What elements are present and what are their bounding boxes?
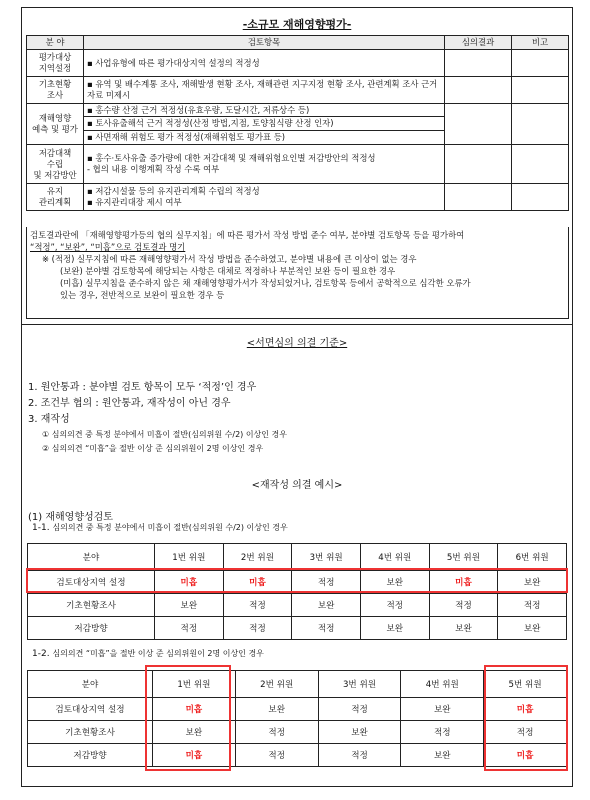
review-table-header: [27, 36, 569, 50]
legend-insufficient-cont: 있는 경우, 전반적으로 보완이 필요한 경우 등: [60, 290, 225, 300]
example-section-title: (1) 재해영향성검토: [28, 512, 113, 523]
result-cell: [445, 77, 512, 104]
section-divider: [22, 324, 572, 325]
notes-line: 검토결과란에 「재해영향평가등의 협의 실무지침」에 따른 평가서 작성 방법 준수 여부, 분야별 검토항목 등을 평가하여: [30, 230, 465, 240]
result-cell: 보완: [292, 594, 361, 617]
criteria-item: 1. 원안통과 : 분야별 검토 항목이 모두 ‘적정’인 경우: [28, 382, 257, 393]
table-row: [28, 594, 567, 617]
criteria-item: 2. 조건부 협의 : 원안통과, 재작성이 아닌 경우: [28, 398, 231, 409]
caption-number: 1-2.: [32, 649, 50, 659]
table-row: [27, 50, 569, 77]
header-cell: 3번 위원: [292, 544, 361, 571]
result-cell: 적정: [292, 617, 361, 640]
result-cell: 미흡: [484, 744, 567, 767]
result-cell: 보완: [153, 721, 236, 744]
document-title: -소규모 재해영향평가-: [242, 18, 352, 31]
legend-supplement: (보완) 분야별 검토항목에 해당되는 사항은 대체로 적정하나 부분적인 보완 등이 필요한 경우: [60, 266, 396, 276]
caption-text: 심의의견 “미흡”을 절반 이상 준 심의위원이 2명 이상인 경우: [52, 649, 264, 658]
row-items: [84, 104, 445, 145]
document-frame: [21, 7, 573, 787]
header-cell: 분야: [28, 671, 153, 698]
result-cell: 보완: [401, 698, 484, 721]
example1-caption: [32, 522, 288, 533]
criteria-subitem: ② 심의의견 “미흡”을 절반 이상 준 심의위원이 2명 이상인 경우: [42, 444, 264, 453]
result-cell: 적정: [235, 744, 318, 767]
remarks-cell: [512, 50, 569, 77]
example-title: <재작성 의결 예시>: [251, 480, 343, 491]
result-cell: 적정: [498, 594, 567, 617]
row-items: [84, 184, 445, 211]
row-category: 재해영향 예측 및 평가: [27, 104, 84, 145]
header-result: 심의결과: [445, 36, 512, 50]
table-row: [28, 721, 567, 744]
caption-text: 심의의견 중 특정 분야에서 미흡이 절반(심의위원 수/2) 이상인 경우: [52, 523, 288, 532]
result-cell: 적정: [223, 617, 292, 640]
result-cell: 적정: [484, 721, 567, 744]
result-cell: 적정: [235, 721, 318, 744]
row-item: ▪ 홍수·토사유출 증가량에 대한 저감대책 및 재해위험요인별 저감방안의 적정성: [87, 153, 376, 163]
row-item: ▪ 토사유출해석 근거 적정성(산정 방법,지점, 토양침식량 산정 인자): [84, 116, 444, 130]
review-table: [26, 35, 569, 211]
header-cell: 분야: [28, 544, 155, 571]
result-cell: 보완: [401, 744, 484, 767]
result-cell: 보완: [498, 617, 567, 640]
result-cell: 적정: [155, 617, 224, 640]
result-cell: 적정: [318, 698, 401, 721]
result-cell: 보완: [318, 721, 401, 744]
row-item: ▪ 홍수량 산정 근거 적정성(유효우량, 도달시간, 저류상수 등): [87, 104, 310, 115]
criteria-title: <서면심의 의결 기준>: [246, 338, 348, 349]
legend-insufficient: (미흡) 실무지침을 준수하지 않은 채 재해영향평가서가 작성되었거나, 검토항목 등에서 공학적으로 심각한 오류가: [60, 278, 471, 288]
row-item: ▪ 사면재해 위험도 평가 적정성(재해위험도 평가표 등): [84, 130, 444, 144]
table-row: [28, 571, 567, 594]
header-cell: 6번 위원: [498, 544, 567, 571]
result-cell: 적정: [318, 744, 401, 767]
row-item: ▪ 저감시설물 등의 유지관리계획 수립의 적정성: [87, 186, 260, 196]
result-cell: 보완: [360, 571, 429, 594]
row-item: ▪ 유역 및 배수계통 조사, 재해발생 현황 조사, 재해관련 지구지정 현황 조사, 관련계획 조사 근거 자료 미제시: [84, 77, 445, 104]
legend-appropriate: ※ (적정) 실무지침에 따른 재해영향평가서 작성 방법을 준수하였고, 분야별 내용에 큰 이상이 없는 경우: [42, 254, 417, 264]
row-field: 검토대상지역 설정: [28, 698, 153, 721]
row-field: 기초현황조사: [28, 721, 153, 744]
notes-line-underlined: “적정”, “보완”, “미흡”으로 검토결과 명기: [30, 242, 186, 252]
result-cell: 미흡: [153, 744, 236, 767]
remarks-cell: [512, 104, 569, 145]
row-field: 저감방향: [28, 744, 153, 767]
header-cell: 4번 위원: [401, 671, 484, 698]
example1-table: [27, 543, 567, 640]
result-cell: 보완: [235, 698, 318, 721]
row-item: ▪ 유지관리대장 제시 여부: [87, 197, 182, 207]
header-remarks: 비고: [512, 36, 569, 50]
header-cell: 5번 위원: [484, 671, 567, 698]
result-cell: 보완: [498, 571, 567, 594]
result-cell: 보완: [360, 617, 429, 640]
remarks-cell: [512, 77, 569, 104]
review-notes: [26, 227, 569, 319]
table-row: [27, 145, 569, 184]
header-cell: 5번 위원: [429, 544, 498, 571]
result-cell: 적정: [223, 594, 292, 617]
table-row: [27, 184, 569, 211]
remarks-cell: [512, 184, 569, 211]
row-category: 유지 관리계획: [27, 184, 84, 211]
header-cell: 3번 위원: [318, 671, 401, 698]
header-review-items: 검토항목: [84, 36, 445, 50]
table-row: [27, 77, 569, 104]
table-header-row: [28, 544, 567, 571]
result-cell: [445, 104, 512, 145]
row-category: 저감대책 수립 및 저감방안: [27, 145, 84, 184]
example2-table: [27, 670, 567, 767]
result-cell: 미흡: [429, 571, 498, 594]
result-cell: 미흡: [155, 571, 224, 594]
result-cell: [445, 145, 512, 184]
criteria-list: [28, 380, 287, 456]
header-field: 분 야: [27, 36, 84, 50]
result-cell: 미흡: [223, 571, 292, 594]
header-cell: 4번 위원: [360, 544, 429, 571]
row-category: 기초현황 조사: [27, 77, 84, 104]
caption-number: 1-1.: [32, 523, 50, 533]
table-row: [28, 698, 567, 721]
result-cell: 보완: [155, 594, 224, 617]
table-row: [27, 104, 569, 145]
example2-caption: [32, 648, 264, 659]
row-items: [84, 145, 445, 184]
table-row: [28, 617, 567, 640]
row-item: ▪ 사업유형에 따른 평가대상지역 설정의 적정성: [84, 50, 445, 77]
row-field: 기초현황조사: [28, 594, 155, 617]
result-cell: [445, 50, 512, 77]
table-row: [28, 744, 567, 767]
header-cell: 1번 위원: [153, 671, 236, 698]
result-cell: 적정: [292, 571, 361, 594]
remarks-cell: [512, 145, 569, 184]
result-cell: [445, 184, 512, 211]
header-cell: 2번 위원: [235, 671, 318, 698]
row-category: 평가대상 지역설정: [27, 50, 84, 77]
result-cell: 적정: [429, 594, 498, 617]
result-cell: 적정: [360, 594, 429, 617]
row-item: - 협의 내용 이행계획 작성 수록 여부: [87, 164, 220, 174]
criteria-item: 3. 재작성: [28, 414, 70, 425]
table-header-row: [28, 671, 567, 698]
header-cell: 1번 위원: [155, 544, 224, 571]
row-field: 저감방향: [28, 617, 155, 640]
result-cell: 보완: [429, 617, 498, 640]
header-cell: 2번 위원: [223, 544, 292, 571]
result-cell: 미흡: [484, 698, 567, 721]
row-field: 검토대상지역 설정: [28, 571, 155, 594]
result-cell: 미흡: [153, 698, 236, 721]
result-cell: 적정: [401, 721, 484, 744]
criteria-subitem: ① 심의의견 중 특정 분야에서 미흡이 절반(심의위원 수/2) 이상인 경우: [42, 430, 288, 439]
